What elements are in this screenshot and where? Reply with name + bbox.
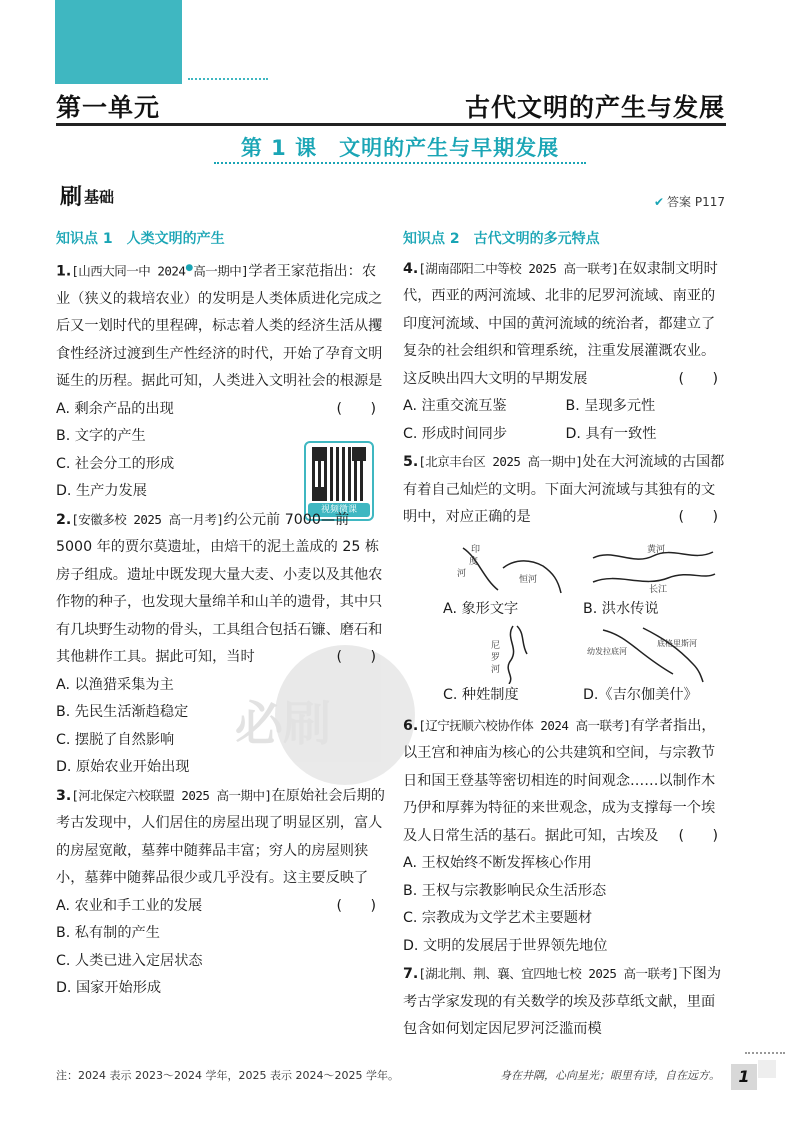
- question-text: 处在大河流域的古国都有着自己灿烂的文明。下面大河流域与其独有的文明中，对应正确的是: [403, 454, 725, 525]
- answer-ref-text: 答案 P117: [667, 195, 725, 209]
- question-number: 1.: [56, 263, 72, 280]
- option: C. 形成时间同步: [403, 425, 508, 442]
- badge-icon: ●: [185, 262, 194, 273]
- watermark-text: 必刷: [235, 696, 332, 752]
- map-label: 度: [469, 556, 479, 567]
- question-number: 4.: [403, 260, 419, 277]
- option: A. 以渔猎采集为主: [56, 676, 174, 693]
- question-text: 学者王家范指出：农业（狭义的栽培农业）的发明是人类体质进化完成之后又一划时代的里程碑，标志着人类的经济生活从攫食性经济过渡到生产性经济的时代，开始了孕育文明诞生的历程。据此可知，人类进入文明社会的根源是: [56, 263, 383, 390]
- question-number: 7.: [403, 966, 419, 982]
- footer-motto: 身在井隅，心向星光；眼里有诗，自在远方。: [500, 1069, 720, 1082]
- map-caption: C. 种姓制度: [443, 686, 519, 703]
- section-mark: 刷: [60, 185, 83, 210]
- question-7: [403, 960, 728, 1044]
- map-label: 黄河: [647, 544, 666, 555]
- page-dots: [745, 1052, 785, 1054]
- right-column: [403, 226, 728, 1044]
- option: C. 社会分工的形成: [56, 455, 175, 472]
- question-5-stem: [403, 448, 728, 532]
- option: A. 农业和手工业的发展: [56, 897, 203, 914]
- answer-reference: [654, 193, 725, 210]
- answer-paren: ( ): [678, 827, 718, 844]
- question-number: 3.: [56, 787, 72, 804]
- map-label: 底格里斯河: [657, 638, 697, 648]
- left-column: [56, 226, 386, 1003]
- map-b-figure: [583, 538, 723, 598]
- option: A. 王权始终不断发挥核心作用: [403, 855, 592, 871]
- map-label: 河: [491, 664, 501, 675]
- option: B. 私有制的产生: [56, 925, 160, 942]
- map-c: [443, 624, 583, 704]
- question-6-stem: [403, 712, 728, 851]
- header-color-block: [55, 0, 182, 84]
- question-7-stem: [403, 960, 728, 1044]
- option: B. 文字的产生: [56, 428, 146, 445]
- answer-paren: ( ): [336, 649, 376, 666]
- map-label: 长江: [649, 584, 668, 595]
- unit-title: 第一单元: [56, 93, 161, 122]
- header-dots: [188, 78, 268, 80]
- map-c-figure: [443, 624, 583, 684]
- river-maps: [403, 532, 728, 712]
- option: D. 具有一致性: [565, 425, 657, 442]
- map-caption: A. 象形文字: [443, 600, 519, 617]
- check-icon: ✔: [653, 195, 665, 209]
- map-b: [583, 538, 723, 618]
- question-text: 约公元前 7000—前 5000 年的贾尔莫遗址，由焙干的泥土盖成的 25 栋房子组成。遗址中既发现大量大麦、小麦以及其他农作物的种子，也发现大量绵羊和山羊的遗骨，其中只有几块野生动物的骨头，工具组合包括石镰、磨石和其他耕作工具。据此可知，当时: [56, 511, 383, 666]
- answer-paren: ( ): [336, 400, 376, 417]
- question-text: 下图为考古学家发现的有关数学的埃及莎草纸文献，里面包含如何划定因尼罗河泛滥而模: [403, 966, 722, 1037]
- option: D. 国家开始形成: [56, 980, 162, 997]
- page-decoration: [758, 1060, 776, 1078]
- map-a: [443, 538, 583, 618]
- map-caption: B. 洪水传说: [583, 600, 659, 617]
- question-4: [403, 255, 728, 449]
- answer-paren: ( ): [678, 509, 718, 525]
- footer-note: 注：2024 表示 2023～2024 学年，2025 表示 2024～2025 学年。: [56, 1069, 399, 1082]
- map-label: 河: [457, 568, 467, 579]
- answer-paren: ( ): [678, 370, 718, 387]
- option: B. 先民生活渐趋稳定: [56, 704, 189, 721]
- question-source-tail: 高一期中]: [193, 263, 249, 279]
- section-label: 基础: [84, 188, 115, 206]
- question-text: 在奴隶制文明时代，西亚的两河流域、北非的尼罗河流域、南亚的印度河流域、中国的黄河流域的统治者，都建立了复杂的社会组织和管理系统，注重发展灌溉农业。这反映出四大文明的早期发展: [403, 260, 718, 387]
- map-a-figure: [443, 538, 583, 598]
- question-number: 2.: [56, 511, 72, 528]
- option-row: [403, 421, 728, 449]
- question-text: 在原始社会后期的考古发现中，人们居住的房屋出现了明显区别，富人的房屋宽敞，墓葬中随葬品丰富；穷人的房屋则狭小，墓葬中随葬品很少或几乎没有。这主要反映了: [56, 787, 385, 887]
- question-2: [56, 506, 386, 782]
- option: D. 原始农业开始出现: [56, 759, 190, 776]
- question-source: [北京丰台区 2025 高一期中]: [418, 454, 583, 469]
- option: C. 人类已进入定居状态: [56, 952, 203, 969]
- map-d-figure: [583, 624, 723, 684]
- question-number: 6.: [403, 717, 419, 734]
- question-4-stem: [403, 255, 728, 394]
- option: A. 注重交流互鉴: [403, 398, 507, 414]
- qr-label: 视频微课: [308, 503, 370, 517]
- question-source: [河北保定六校联盟 2025 高一期中]: [71, 787, 272, 803]
- option: B. 王权与宗教影响民众生活形态: [403, 882, 607, 899]
- knowledge-point-2: 知识点 2 古代文明的多元特点: [403, 231, 600, 247]
- question-1: [56, 255, 386, 515]
- unit-subtitle: 古代文明的产生与发展: [464, 93, 725, 122]
- qr-code-icon: [312, 447, 366, 501]
- option: B. 呈现多元性: [565, 398, 656, 414]
- question-6: [403, 712, 728, 961]
- knowledge-point-1: 知识点 1 人类文明的产生: [56, 231, 225, 247]
- question-source: [安徽多校 2025 高一月考]: [71, 511, 224, 527]
- option: D. 文明的发展居于世界领先地位: [403, 937, 608, 954]
- map-caption: D.《吉尔伽美什》: [583, 686, 698, 703]
- answer-paren: ( ): [336, 897, 376, 914]
- unit-rule: [56, 123, 726, 126]
- question-source: [山西大同一中 2024: [71, 263, 186, 279]
- lesson-title: 第 1 课 文明的产生与早期发展: [240, 136, 560, 160]
- map-label: 尼: [491, 640, 501, 651]
- question-5: [403, 448, 728, 712]
- lesson-underline: [214, 162, 586, 164]
- page-number: 1: [731, 1064, 757, 1090]
- question-number: 5.: [403, 454, 419, 470]
- question-text: 有学者指出，以王宫和神庙为核心的公共建筑和空间，与宗教节日和国王登基等密切相连的时间观念……以制作木乃伊和厚葬为特征的来世观念，成为支撑每一个埃及人日常生活的基石。据此可知，古埃及: [403, 717, 716, 844]
- option: A. 剩余产品的出现: [56, 400, 174, 417]
- question-2-stem: [56, 506, 386, 672]
- map-label: 恒河: [519, 574, 538, 585]
- question-source: [湖北荆、荆、襄、宜四地七校 2025 高一联考]: [418, 966, 679, 981]
- map-d: [583, 624, 723, 704]
- option: C. 宗教成为文学艺术主要题材: [403, 910, 593, 926]
- map-label: 罗: [491, 652, 501, 663]
- map-label: 幼发拉底河: [587, 646, 627, 656]
- question-source: [湖南邵阳二中等校 2025 高一联考]: [418, 260, 619, 276]
- option: D. 生产力发展: [56, 483, 147, 500]
- question-source: [辽宁抚顺六校协作体 2024 高一联考]: [418, 717, 631, 733]
- map-label: 印: [471, 544, 481, 555]
- option: C. 摆脱了自然影响: [56, 731, 175, 748]
- question-3: [56, 782, 386, 1003]
- option-row: [403, 393, 728, 421]
